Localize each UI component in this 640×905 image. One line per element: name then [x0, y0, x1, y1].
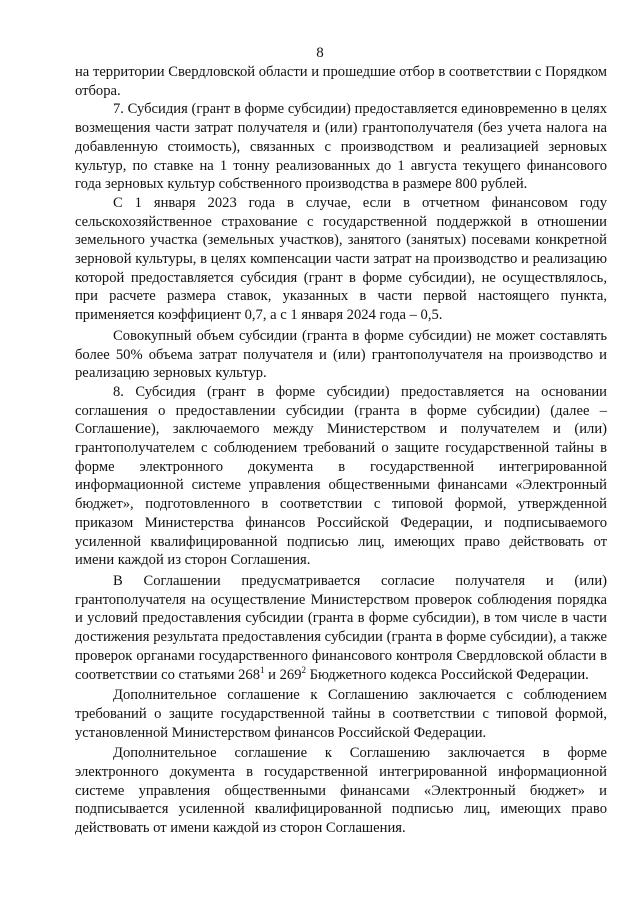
page-number: 8 [316, 45, 324, 61]
paragraph-total-volume: Совокупный объем субсидии (гранта в форме субсидии) не может составлять более 50% объема затрат получателя и (или) грантополучателя на производство и реализацию зерновых культур. [75, 327, 607, 382]
paragraph-item-7: 7. Субсидия (грант в форме субсидии) предоставляется единовременно в целях возмещения части затрат получателя и (или) грантополучателя (без учета налога на добавленную стоимость), связанных с производством и реализацией зерновых культур, по ставке на 1 тонну реализованных до 1 августа текущего финансового года зерновых культур собственного производства в размере 800 рублей. [75, 101, 607, 193]
paragraph-coefficient: С 1 января 2023 года в случае, если в отчетном финансовом году сельскохозяйственное страхование с государственной поддержкой в отношении земельного участка (земельных участков), занятого (занятых) посевами конкретной зерновой культуры, в целях компенсации части затрат на производство и реализацию которой предоставляется субсидия (грант в форме субсидии), не осуществлялось, при расчете размера ставок, указанных в части первой настоящего пункта, применяется коэффициент 0,7, а с 1 января 2024 года – 0,5. [75, 194, 607, 324]
consent-text-start: В Соглашении предусматривается согласие получателя и (или) грантополучателя на осуществление Министерством проверок соблюдения порядка и условий предоставления субсидии (гранта в форме субсидии), в том числе в части достижения результата предоставления субсидии (гранта в форме субсидии), а также проверок органами государственного финансового контроля Свердловской области в соответствии со статьями 268 [75, 572, 607, 683]
consent-text-mid: и 269 [264, 666, 302, 683]
paragraph-item-8: 8. Субсидия (грант в форме субсидии) предоставляется на основании соглашения о предоставлении субсидии (гранта в форме субсидии) (далее – Соглашение), заключаемого между Министерством и получателем и (или) грантополучателем с соблюдением требований о защите государственной тайны в форме электронного документа в государственной интегрированной информационной системе управления общественными финансами «Электронный бюджет», подготовленного в соответствии с типовой формой, утвержденной приказом Министерства финансов Российской Федерации, и подписываемого усиленной квалифицированной подписью лиц, имеющих право действовать от имени каждой из сторон Соглашения. [75, 383, 607, 569]
superscript-269: 2 [301, 664, 306, 675]
superscript-268: 1 [260, 664, 265, 675]
paragraph-additional-agreement-secrecy: Дополнительное соглашение к Соглашению заключается с соблюдением требований о защите государственной тайны в соответствии с типовой формой, установленной Министерством финансов Российской Федерации. [75, 687, 607, 741]
paragraph-agreement-consent [75, 572, 607, 684]
consent-text-end: Бюджетного кодекса Российской Федерации. [306, 666, 589, 683]
paragraph-additional-agreement-electronic: Дополнительное соглашение к Соглашению заключается в форме электронного документа в государственной интегрированной информационной системе управления общественными финансами «Электронный бюджет» и подписывается усиленной квалифицированной подписью лиц, имеющих право действовать от имени каждой из сторон Соглашения. [75, 745, 607, 837]
paragraph-territory: на территории Свердловской области и прошедшие отбор в соответствии с Порядком отбора. [75, 64, 607, 99]
document-body [75, 63, 607, 838]
